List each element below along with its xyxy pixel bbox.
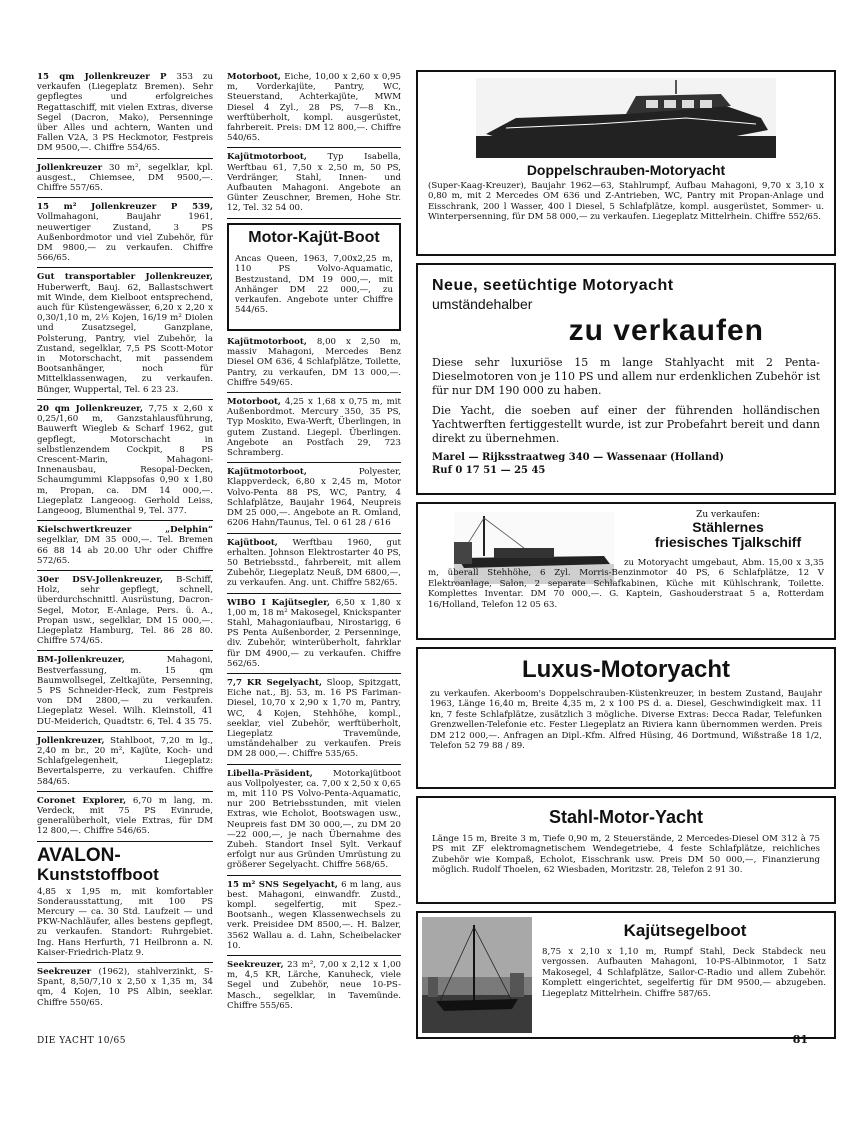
display-ads-column [416, 70, 836, 1046]
ad-subtitle: umständehalber [432, 296, 533, 312]
ad-body: zu verkaufen. Akerboom's Doppelschrauben-Küstenkreuzer, in bestem Zustand, Baujahr 1963, Länge 16,40 m, Breite 4,35 m, 2 x 100 PS d. a. Diesel, Geschwindigkeit max. 11 kn, 7 feste Schlafplätze, zusätzlich 3 mögliche. Diverse Extras: Decca Radar, Telefunken Grenzwellen-Telefonie etc. Fester Liegeplatz an Riviera kann übernommen werden. Preis DM 212 000,—. Anfragen an Dipl.-Kfm. Alfred Hüsing, 46 Dortmund, Wißstraße 18 1/2, Telefon 52 79 88 / 89. [430, 689, 822, 752]
ad-title: Kajütsegelboot [623, 921, 747, 940]
ad-title: Luxus-Motoryacht [521, 656, 730, 683]
classified-ad: 7,7 KR Segelyacht, Sloop, Spitzgatt, Eiche nat., Bj. 53, m. 16 PS Fariman-Diesel, 10,70 x 2,90 x 1,70 m, Pantry, WC, 4 Kojen, Stehhöhe, kompl., seeklar, viel Zubehör, werftüberholt, Liegeplatz Travemünde, umständehalber zu verkaufen. Preis DM 28 000,—. Chiffre 535/65. [227, 678, 401, 765]
ad-pretitle: Zu verkaufen: [696, 510, 760, 520]
ad-title: Stahl-Motor-Yacht [548, 807, 703, 827]
ad-tjalkschiff [416, 502, 836, 640]
classified-ad-motor-kajuet-boot [227, 223, 401, 331]
classified-ad: Motorboot, 4,25 x 1,68 x 0,75 m, mit Außenbordmot. Mercury 350, 35 PS, Typ Moskito, Ewa-Werft, Überlingen, in gutem Zustand. Liegepl. Überlingen. Angebote an Postfach 29, 723 Schramberg. [227, 397, 401, 463]
sailboat-photo [422, 917, 532, 1033]
classified-ad: Jollenkreuzer 30 m², segelklar, kpl. ausgest., Chiemsee, DM 9500,—. Chiffre 557/65. [37, 163, 213, 199]
ad-body: Diese sehr luxuriöse 15 m lange Stahlyacht mit 2 Penta-Dieselmotoren von je 110 PS und allem nur erdenklichen Zubehör ist für nur DM 190 000 zu haben. [432, 356, 820, 397]
classified-ad: Gut transportabler Jollenkreuzer, Huberwerft, Bauj. 62, Ballastschwert mit Winde, dem Kielboot entsprechend, auch für Küstengewässer, 6,20 x 2,20 x 0,30/1,10 m, 2½ Kojen, 16/19 m² Diolen und Zusatzsegel, Ganzplane, Polsterung, Pantry, viel Zubehör, la Zustand, segelklar, 7,5 PS Scott-Motor in Motorschacht, mit passendem Bootsanhänger, noch für Mittelklassenwagen, zu verkaufen. Bünger, Wuppertal, Tel. 6 23 23. [37, 272, 213, 399]
classified-ad: Kajütmotorboot, Typ Isabella, Werftbau 61, 7,50 x 2,50 m, 50 PS, Verdränger, Stahl, Innen- und Aufbauten Mahagoni. Angebote an Günter Zeuschner, Bremen, Hohe Str. 12, Tel. 32 54 00. [227, 152, 401, 218]
ad-title: Doppelschrauben-Motoryacht [526, 162, 726, 178]
ad-title: Stählernes [692, 519, 764, 535]
classified-ad: Seekreuzer, 23 m², 7,00 x 2,12 x 1,00 m, 4,5 KR, Lärche, Kanuheck, viele Segel und Zubehör, neue 10-PS-Masch., segelklar, in Tavemünde. Chiffre 555/65. [227, 960, 401, 1011]
classified-column-2 [227, 72, 401, 1019]
ad-neue-motoryacht [416, 263, 836, 495]
classified-ad: Kajütboot, Werftbau 1960, gut erhalten. Johnson Elektrostarter 40 PS, 50 Betriebsstd., fahrbereit, mit allem Zubehör, Liegeplatz Neuß, DM 6800,—, zu verkaufen. Ang. unt. Chiffre 582/65. [227, 538, 401, 594]
classified-ad: 20 qm Jollenkreuzer, 7,75 x 2,60 x 0,25/1,60 m, Ganzstahlausführung, Bauwerft Wiegleb & Scharf 1962, gut gepflegt, Motorschacht in selbstlenzendem Cockpit, 8 PS Crescent-Marin, Mahagoni-Innenausbau, Resopal-Decken, Schaumgummi Klappsofas 0,90 x 1,80 m, Propan, ca. DM 14 000,—. Liegeplatz Langeoog. Gerhold Leiss, Langeoog, Blumenthal 9, Tel. 377. [37, 404, 213, 521]
classified-ad: 15 qm Jollenkreuzer P 353 zu verkaufen (Liegeplatz Bremen). Sehr gepflegtes und erfolgreiches Regattaschiff, mit vielen Extras, diverse Segel (Dacron, Mako), Persenninge über Alles und achtern, Wanten und Fallen V2A, 3 PS Heckmotor, Festpreis DM 9500,—. Chiffre 554/65. [37, 72, 213, 159]
ad-title: Neue, seetüchtige Motoryacht [432, 277, 674, 294]
classified-ad: Jollenkreuzer, Stahlboot, 7,20 m lg., 2,40 m br., 20 m², Kajüte, Koch- und Schlafgelegenheit, Liegeplatz: Bevertalsperre, zu verkaufen. Chiffre 584/65. [37, 736, 213, 792]
classified-ad: 15 m² Jollenkreuzer P 539, Vollmahagoni, Baujahr 1961, neuwertiger Zustand, 3 PS Außenbordmotor und viel Zubehör, für DM 9800,— zu verkaufen. Chiffre 566/65. [37, 202, 213, 268]
classified-ad: Kajütmotorboot, Polyester, Klappverdeck, 6,80 x 2,45 m, Motor Volvo-Penta 88 PS, WC, Pantry, 4 Schlafplätze, Baujahr 1964, Neupreis DM 25 000,—. Angebote an R. Omland, 6206 Hahn/Taunus, Tel. 0 61 28 / 616 [227, 467, 401, 533]
classified-ad: Kielschwertkreuzer „Delphin“ segelklar, DM 35 000,—. Tel. Bremen 66 88 14 ab 20.00 Uhr oder Chiffre 572/65. [37, 525, 213, 571]
ad-luxus-motoryacht [416, 647, 836, 789]
ad-doppelschrauben-motoryacht [416, 70, 836, 256]
ad-title: Motor-Kajüt-Boot [248, 228, 380, 246]
ad-stahl-motor-yacht [416, 796, 836, 904]
classified-ad: WIBO I Kajütsegler, 6,50 x 1,80 x 1,00 m, 18 m² Makosegel, Knickspanter Stahl, Mahagoniaufbau, Nirostarigg, 6 PS Penta Außenborder, 2 Persenninge, div. Zubehör, winterüberholt, fahrklar für DM 4900,— zu verkaufen. Chiffre 562/65. [227, 598, 401, 674]
motoryacht-photo [476, 78, 776, 158]
ad-body: zu Motoryacht umgebaut, Abm. 15,00 x 3,35 m, überall Stehhöhe, 6 Zyl. Morris-Benzinmotor 40 PS, 6 Schlafplätze, 12 V Elektroanlage, Salon, 2 separate Schlafkabinen, Küche mit Kühlschrank, Toilette. Komplettes Inventar. DM 70 000,—. G. Kaptein, Gashouderstraat 5 a, Rotterdam 16/Holland, Telefon 12 05 63. [428, 558, 824, 610]
ad-body: Die Yacht, die soeben auf einer der führenden holländischen Yachtwerften fertiggestellt wurde, ist zur Probefahrt bereit und dann direkt zu übernehmen. [432, 404, 820, 445]
ad-body: 8,75 x 2,10 x 1,10 m, Rumpf Stahl, Deck Stabdeck neu vergossen. Aufbauten Mahagoni, 10-PS-Albinmotor, 1 Satz Makosegel, 4 Schlafplätze, Sailor-C-Radio und allem Zubehör. Komplett eingerichtet, segelfertig für DM 9500,— abzugeben. Liegeplatz Mittelrhein. Chiffre 587/65. [542, 947, 826, 999]
ad-body: 4,85 x 1,95 m, mit komfortabler Sonderausstattung, mit 100 PS Mercury — ca. 30 Std. Laufzeit — und PKW-Nachläufer, alles bestens gepflegt, zu verkaufen. Standort: Ruhrgebiet. Ing. Hans Herfurth, 71 Heilbronn a. N. Kaiser-Friedrich-Platz 9. [37, 886, 213, 958]
classified-ad: BM-Jollenkreuzer, Mahagoni, Bestverfassung, m. 15 qm Baumwollsegel, Zeltkajüte, Persenning, 5 PS Schneider-Heck, zum Festpreis von DM 2800,— zu verkaufen. Liegeplatz Wesel. Wilh. Kleinstoll, 41 DU-Meiderich, Quadtstr. 6, Tel. 4 35 75. [37, 655, 213, 731]
classified-ad: Libella-Präsident, Motorkajütboot aus Vollpolyester, ca. 7,00 x 2,50 x 0,65 m, mit 110 PS Volvo-Penta-Aquamatic, nur 200 Betriebsstunden, mit vielen Extras, wie Echolot, Bootswagen usw., Neupreis fast DM 30 000,—, zu DM 20—22 000,—, je nach Übernahme des Zubeh. Standort Insel Sylt. Verkauf erfolgt nur aus Gründen Umrüstung zu größerer Segelyacht. Chiffre 568/65. [227, 769, 401, 876]
ad-body: Ancas Queen, 1963, 7,00x2,25 m, 110 PS Volvo-Aquamatic, Bestzustand, DM 19 000,—, mit Anhänger DM 22 000,—, zu verkaufen. Angebote unter Chiffre 544/65. [235, 254, 393, 316]
page-number: 81 [792, 1033, 808, 1046]
ad-body: Länge 15 m, Breite 3 m, Tiefe 0,90 m, 2 Steuerstände, 2 Mercedes-Diesel OM 312 à 75 PS mit ZF elektromagnetischem Wendegetriebe, 4 feste Schlafplätze, reichliches Zubehör wie Kompaß, Echolot, Eisschrank usw. Preis DM 50 000,—, Finanzierung möglich. Rudolf Thoelen, 62 Wiesbaden, Moritzstr. 28, Telefon 2 91 30. [432, 834, 820, 876]
classified-ad: Coronet Explorer, 6,70 m lang, m. Verdeck, mit 75 PS Evinrude, generalüberholt, viele Extras, für DM 12 800,—. Chiffre 546/65. [37, 796, 213, 842]
classified-ad-avalon [37, 846, 213, 963]
ad-headline: zu verkaufen [568, 314, 764, 347]
classified-ad: 30er DSV-Jollenkreuzer, B-Schiff, Holz, sehr gepflegt, schnell, überdurchschnittl. Ausrüstung, Dacron-Segel, Motor, E-Anlage, Pers. ü. A., Propan usw., segelklar, DM 15 000,—. Liegeplatz Hamburg, Tel. 86 28 80. Chiffre 574/65. [37, 575, 213, 651]
ad-kajuetsegelboot [416, 911, 836, 1039]
ad-body: (Super-Kaag-Kreuzer), Baujahr 1962—63, Stahlrumpf, Aufbau Mahagoni, 9,70 x 3,10 x 0,80 m, mit 2 Mercedes OM 636 und Z-Antrieben, WC, Pantry mit Propan-Anlage und Eisschrank, 200 l Wasser, 400 l Diesel, 5 Schlafplätze, kompl. ausgerüstet, Sommer- u. Winterpersenning, für DM 58 000,— zu verkaufen. Liegeplatz Mittelrhein. Chiffre 552/65. [428, 181, 824, 223]
classified-column-1 [37, 72, 213, 1016]
classified-ad: Kajütmotorboot, 8,00 x 2,50 m, massiv Mahagoni, Mercedes Benz Diesel OM 636, 4 Schlafplätze, Toilette, Pantry, zu verkaufen, DM 13 000,—. Chiffre 549/65. [227, 337, 401, 393]
ad-subtitle: Kunststoffboot [37, 864, 159, 884]
ad-phone: Ruf 0 17 51 — 25 45 [432, 465, 546, 476]
ad-title: AVALON- [37, 844, 121, 866]
ad-address: Marel — Rijksstraatweg 340 — Wassenaar (Holland) [432, 452, 724, 463]
magazine-footer: DIE YACHT 10/65 [37, 1036, 126, 1046]
classified-ad: Motorboot, Eiche, 10,00 x 2,60 x 0,95 m, Vorderkajüte, Pantry, WC, Steuerstand, Achterkajüte, MWM Diesel 4 Zyl., 28 PS, 7—8 Kn., werftüberholt, kompl. ausgerüstet, fahrbereit. Preis: DM 12 800,—. Chiffre 540/65. [227, 72, 401, 148]
ad-subtitle: friesisches Tjalkschiff [654, 534, 802, 550]
classified-ad: 15 m² SNS Segelyacht, 6 m lang, aus best. Mahagoni, einwandfr. Zustd., kompl. segelfertig, mit Spez.-Bootsanh., wegen Klassenwechsels zu verk. Preisidee DM 8500,—. H. Balzer, 3562 Wallau a. d. Lahn, Scheibelacker 10. [227, 880, 401, 956]
classified-ad: Seekreuzer (1962), stahlverzinkt, S-Spant, 8,50/7,10 x 2,50 x 1,35 m, 34 qm, 4 Kojen, 10 PS Albin, seeklar. Chiffre 550/65. [37, 967, 213, 1008]
